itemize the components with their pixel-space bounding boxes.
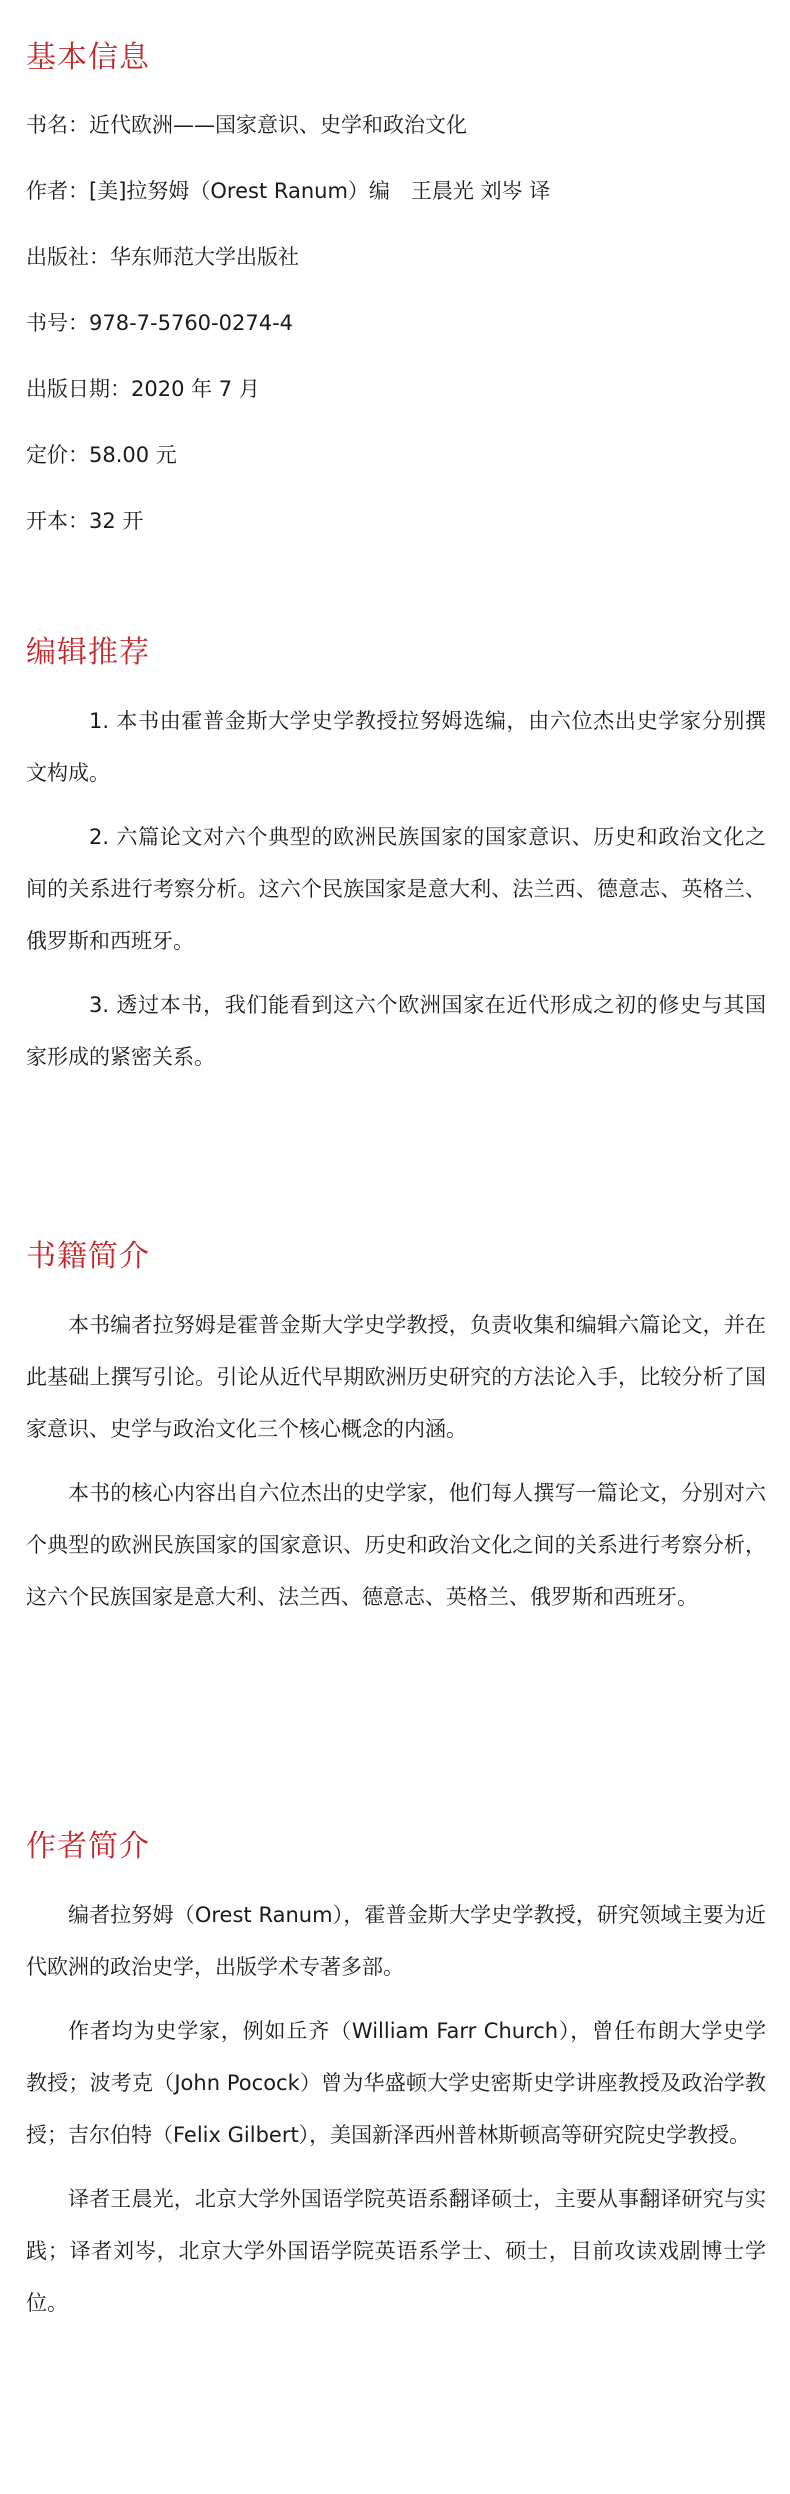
info-isbn: 书号：978-7-5760-0274-4 bbox=[26, 311, 294, 335]
info-book-title: 书名：近代欧洲——国家意识、史学和政治文化 bbox=[26, 113, 467, 137]
author-intro-body bbox=[26, 1889, 766, 2329]
editor-recommendation-section bbox=[26, 633, 766, 1083]
info-price: 定价：58.00 元 bbox=[26, 443, 177, 467]
basic-info-section bbox=[26, 38, 550, 572]
author-intro-paragraph: 作者均为史学家，例如丘齐（William Farr Church），曾任布朗大学史学教授；波考克（John Pocock）曾为华盛顿大学史密斯史学讲座教授及政治学教授；吉尔伯特（Felix Gilbert），美国新泽西州普林斯顿高等研究院史学教授。 bbox=[26, 2019, 766, 2147]
book-intro-body bbox=[26, 1299, 766, 1623]
recommendation-paragraph: 3. 透过本书，我们能看到这六个欧洲国家在近代形成之初的修史与其国家形成的紧密关系。 bbox=[26, 993, 766, 1069]
book-intro-paragraph: 本书的核心内容出自六位杰出的史学家，他们每人撰写一篇论文，分别对六个典型的欧洲民族国家的国家意识、历史和政治文化之间的关系进行考察分析，这六个民族国家是意大利、法兰西、德意志、英格兰、俄罗斯和西班牙。 bbox=[26, 1481, 766, 1609]
info-author: 作者：[美]拉努姆（Orest Ranum）编 王晨光 刘岑 译 bbox=[26, 179, 551, 203]
author-intro-paragraph: 译者王晨光，北京大学外国语学院英语系翻译硕士，主要从事翻译研究与实践；译者刘岑，北京大学外国语学院英语系学士、硕士，目前攻读戏剧博士学位。 bbox=[26, 2187, 766, 2315]
recommendation-paragraph: 2. 六篇论文对六个典型的欧洲民族国家的国家意识、历史和政治文化之间的关系进行考察分析。这六个民族国家是意大利、法兰西、德意志、英格兰、俄罗斯和西班牙。 bbox=[26, 825, 766, 953]
author-intro-section bbox=[26, 1827, 766, 2329]
editor-recommendation-title: 编辑推荐 bbox=[26, 635, 150, 670]
info-publish-date: 出版日期：2020 年 7 月 bbox=[26, 377, 260, 401]
info-format: 开本：32 开 bbox=[26, 509, 144, 533]
basic-info-list bbox=[26, 110, 550, 536]
book-intro-title: 书籍简介 bbox=[26, 1239, 150, 1274]
author-intro-paragraph: 编者拉努姆（Orest Ranum），霍普金斯大学史学教授，研究领域主要为近代欧洲的政治史学，出版学术专著多部。 bbox=[26, 1903, 766, 1979]
basic-info-title: 基本信息 bbox=[26, 40, 150, 75]
editor-recommendation-body bbox=[26, 695, 766, 1083]
recommendation-paragraph: 1. 本书由霍普金斯大学史学教授拉努姆选编，由六位杰出史学家分别撰文构成。 bbox=[26, 709, 766, 785]
info-publisher: 出版社：华东师范大学出版社 bbox=[26, 245, 299, 269]
book-intro-paragraph: 本书编者拉努姆是霍普金斯大学史学教授，负责收集和编辑六篇论文，并在此基础上撰写引论。引论从近代早期欧洲历史研究的方法论入手，比较分析了国家意识、史学与政治文化三个核心概念的内涵。 bbox=[26, 1313, 766, 1441]
book-intro-section bbox=[26, 1237, 766, 1623]
author-intro-title: 作者简介 bbox=[26, 1829, 150, 1864]
